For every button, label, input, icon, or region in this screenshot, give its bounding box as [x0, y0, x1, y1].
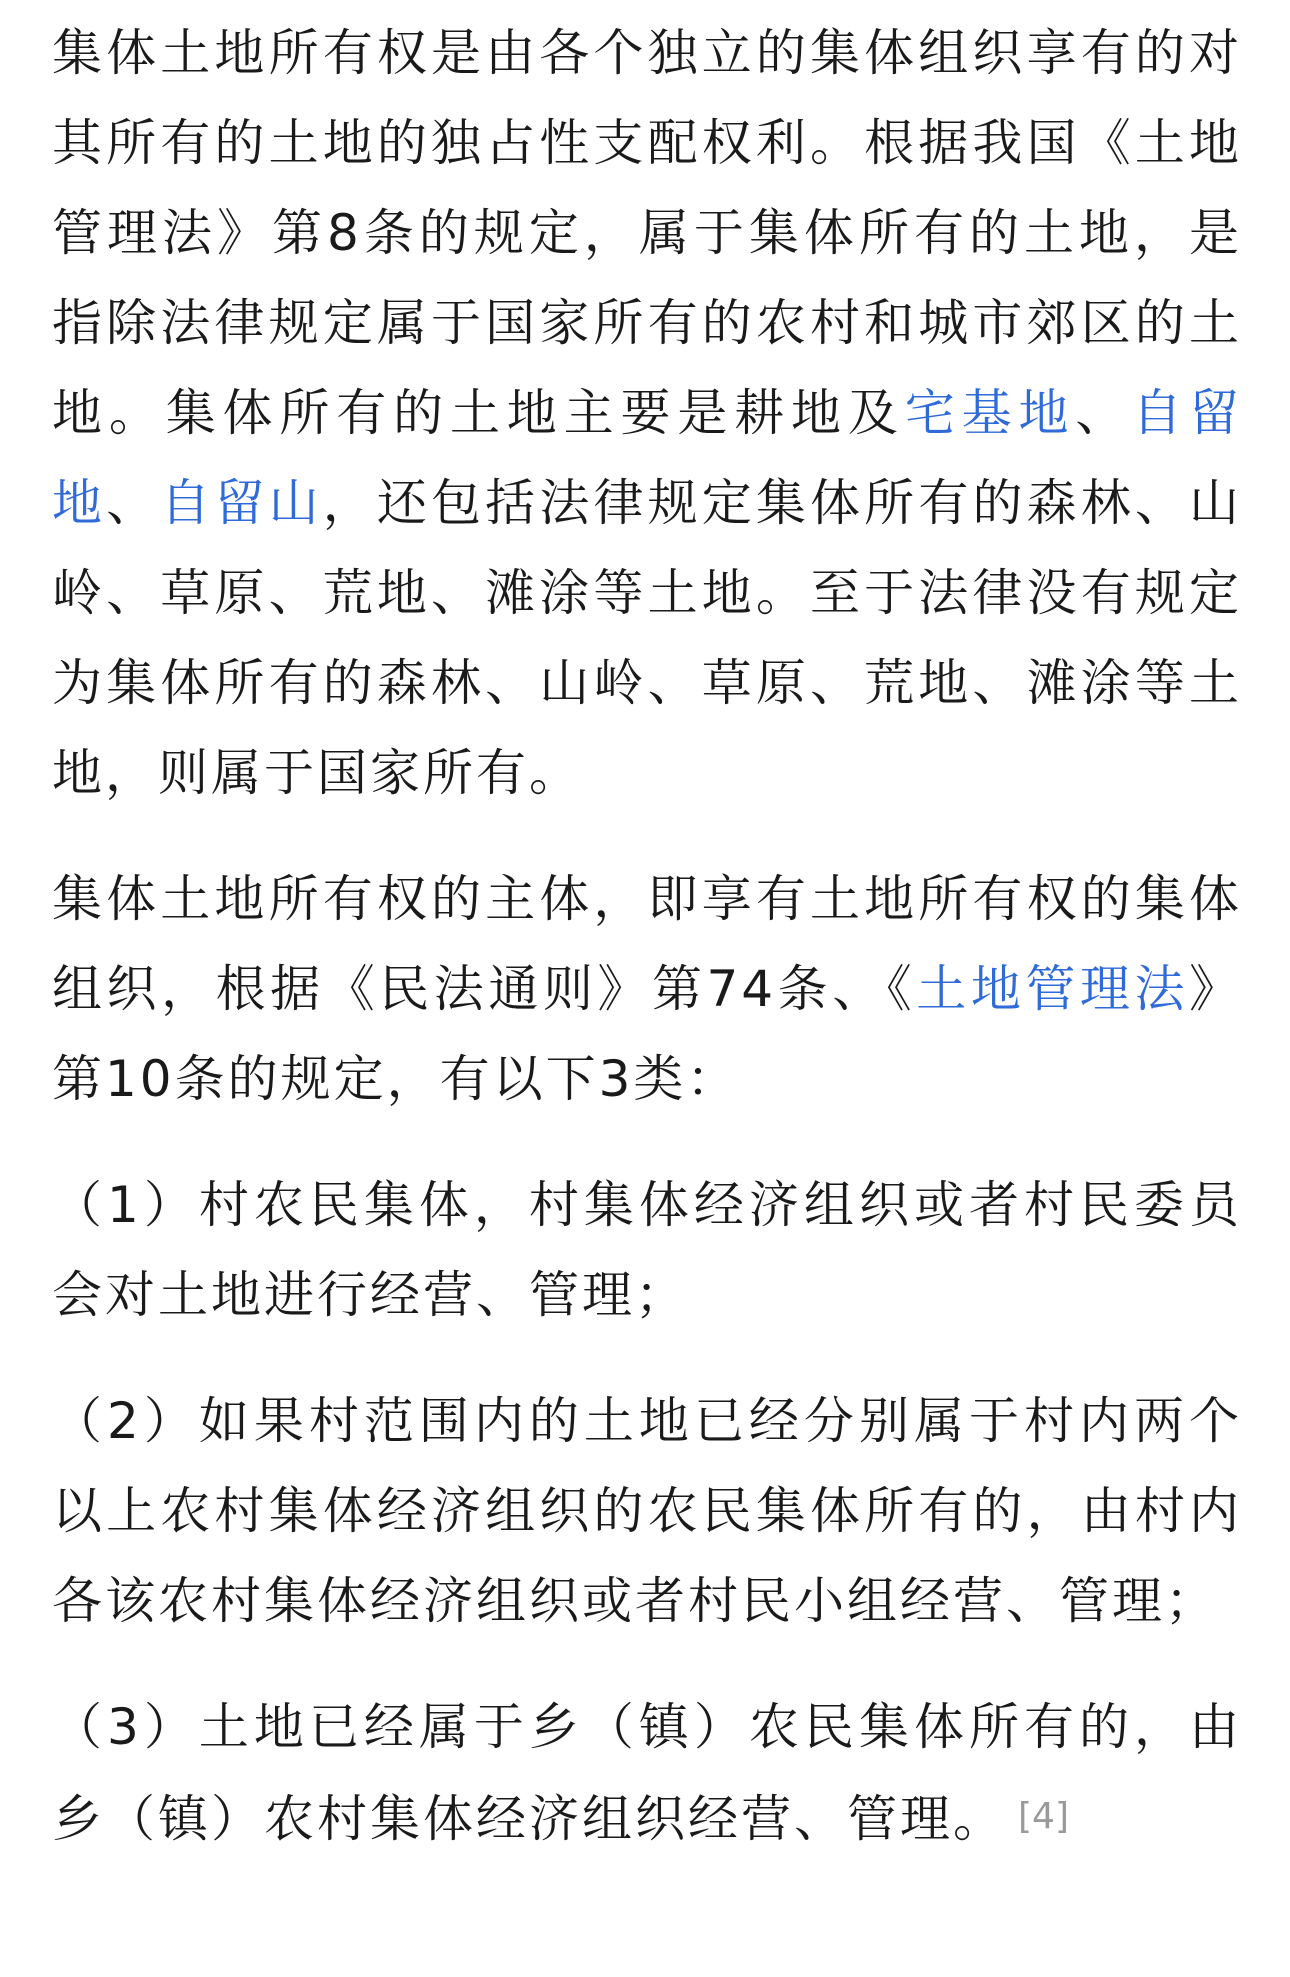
separator: 、	[106, 474, 161, 532]
paragraph2-text-b: 》第10条的规定，有以下3类：	[52, 960, 1243, 1108]
separator: 、	[1075, 384, 1133, 442]
list-item-text: （3）土地已经属于乡（镇）农民集体所有的，由乡（镇）农村集体经济组织经营、管理。	[52, 1698, 1242, 1848]
list-item: （1）村农民集体，村集体经济组织或者村民委员会对土地进行经营、管理；	[52, 1176, 1242, 1324]
link-private-hill[interactable]: 自留山	[160, 474, 323, 532]
link-land-management-law[interactable]: 土地管理法	[916, 960, 1190, 1018]
paragraph1-text-a: 集体土地所有权是由各个独立的集体组织享有的对其所有的土地的独占性支配权利。根据我国《土地管理法》第8条的规定，属于集体所有的土地，是指除法律规定属于国家所有的农村和城市郊区的土地。集体所有的土地主要是耕地及	[52, 24, 1242, 442]
list-item: （2）如果村范围内的土地已经分别属于村内两个以上农村集体经济组织的农民集体所有的，由村内各该农村集体经济组织或者村民小组经营、管理；	[52, 1392, 1242, 1630]
paragraph2-text-a: 集体土地所有权的主体，即享有土地所有权的集体组织，根据《民法通则》第74条、《	[52, 870, 1242, 1018]
paragraph1-text-b: ，还包括法律规定集体所有的森林、山岭、草原、荒地、滩涂等土地。至于法律没有规定为集体所有的森林、山岭、草原、荒地、滩涂等土地，则属于国家所有。	[52, 474, 1243, 802]
citation-link[interactable]: [4]	[1018, 1796, 1069, 1837]
paragraph-ownership-subjects	[52, 854, 1242, 1124]
list-item	[52, 1682, 1242, 1864]
paragraph-collective-land-ownership	[52, 8, 1242, 818]
link-private-plot[interactable]: 自留地	[52, 384, 1243, 532]
link-homestead[interactable]: 宅基地	[904, 384, 1076, 442]
